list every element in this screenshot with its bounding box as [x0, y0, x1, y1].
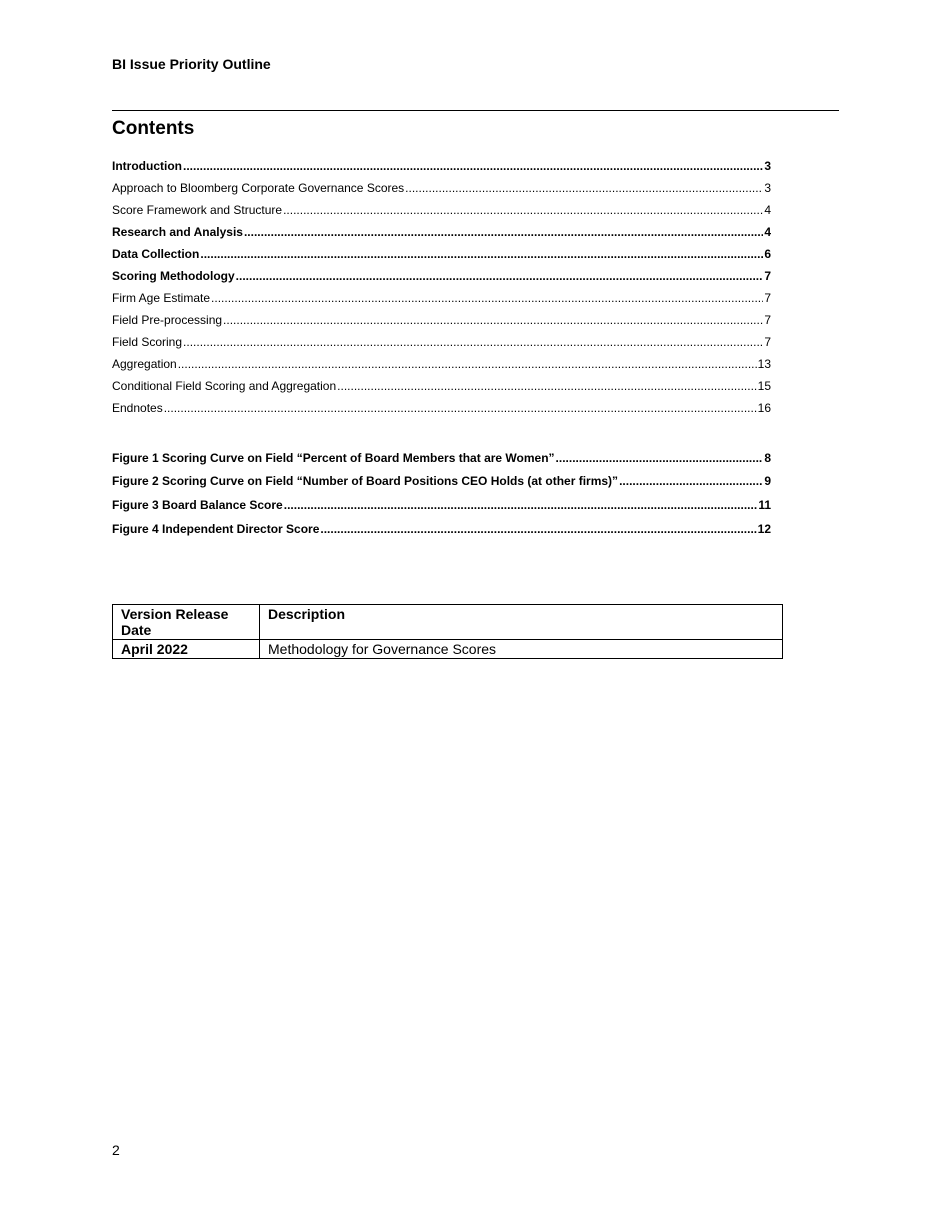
toc-entry-label: Score Framework and Structure: [112, 203, 283, 217]
toc-entry-page: 3: [764, 159, 771, 173]
figure-entry-label: Figure 4 Independent Director Score: [112, 522, 320, 536]
toc-entry-approach[interactable]: [112, 181, 771, 196]
toc-entry-aggregation[interactable]: [112, 357, 771, 372]
figure-entry-page: 8: [764, 451, 771, 465]
figure-entry-3[interactable]: [112, 498, 771, 513]
toc-entry-label: Introduction: [112, 159, 182, 173]
toc-entry-page: 7: [764, 313, 771, 327]
toc-entry-introduction[interactable]: [112, 159, 771, 174]
toc-entry-scoring-methodology[interactable]: [112, 269, 771, 284]
table-row: [113, 640, 783, 659]
toc-entry-label: Conditional Field Scoring and Aggregation: [112, 379, 337, 393]
toc-entry-label: Data Collection: [112, 247, 200, 261]
toc-entry-page: 3: [764, 181, 771, 195]
toc-entry-field-preprocessing[interactable]: [112, 313, 771, 328]
toc-entry-score-framework[interactable]: [112, 203, 771, 218]
figure-entry-label: Figure 3 Board Balance Score: [112, 498, 283, 512]
header-divider: [112, 110, 839, 111]
toc-entry-page: 16: [757, 401, 771, 415]
contents-heading: Contents: [112, 118, 195, 139]
figure-entry-1[interactable]: [112, 451, 771, 466]
toc-entry-page: 15: [757, 379, 771, 393]
figure-entry-label: Figure 2 Scoring Curve on Field “Number of Board Positions CEO Holds (at other firms)”: [112, 474, 619, 488]
toc-entry-label: Aggregation: [112, 357, 177, 371]
toc-entry-data-collection[interactable]: [112, 247, 771, 262]
table-header-row: [113, 605, 783, 640]
toc-entry-page: 13: [757, 357, 771, 371]
toc-entry-conditional-field-scoring[interactable]: [112, 379, 771, 394]
figure-entry-page: 12: [757, 522, 771, 536]
toc-entry-label: Field Scoring: [112, 335, 183, 349]
figure-entry-label: Figure 1 Scoring Curve on Field “Percent of Board Members that are Women”: [112, 451, 555, 465]
figure-entry-page: 9: [764, 474, 771, 488]
toc-entry-label: Field Pre-processing: [112, 313, 223, 327]
version-date-cell: April 2022: [113, 640, 260, 659]
toc-entry-label: Endnotes: [112, 401, 163, 415]
toc-entry-page: 4: [764, 203, 771, 217]
header-description: Description: [260, 605, 783, 640]
figure-entry-4[interactable]: [112, 522, 771, 537]
page-number: 2: [112, 1142, 120, 1158]
toc-entry-endnotes[interactable]: [112, 401, 771, 416]
version-history-table: [112, 604, 783, 659]
toc-entry-label: Research and Analysis: [112, 225, 243, 239]
toc-entry-research-analysis[interactable]: [112, 225, 771, 240]
toc-entry-firm-age[interactable]: [112, 291, 771, 306]
toc-entry-page: 4: [764, 225, 771, 239]
version-description-cell: Methodology for Governance Scores: [260, 640, 783, 659]
toc-entry-label: Approach to Bloomberg Corporate Governance Scores: [112, 181, 405, 195]
toc-entry-label: Firm Age Estimate: [112, 291, 211, 305]
figure-entry-2[interactable]: [112, 474, 771, 489]
figure-entry-page: 11: [758, 498, 771, 512]
toc-entry-page: 7: [764, 291, 771, 305]
header-version-release-date: Version Release Date: [113, 605, 260, 640]
document-header-title: BI Issue Priority Outline: [112, 56, 271, 72]
toc-entry-page: 7: [764, 269, 771, 283]
toc-entry-page: 7: [764, 335, 771, 349]
toc-entry-field-scoring[interactable]: [112, 335, 771, 350]
toc-entry-label: Scoring Methodology: [112, 269, 235, 283]
toc-entry-page: 6: [764, 247, 771, 261]
